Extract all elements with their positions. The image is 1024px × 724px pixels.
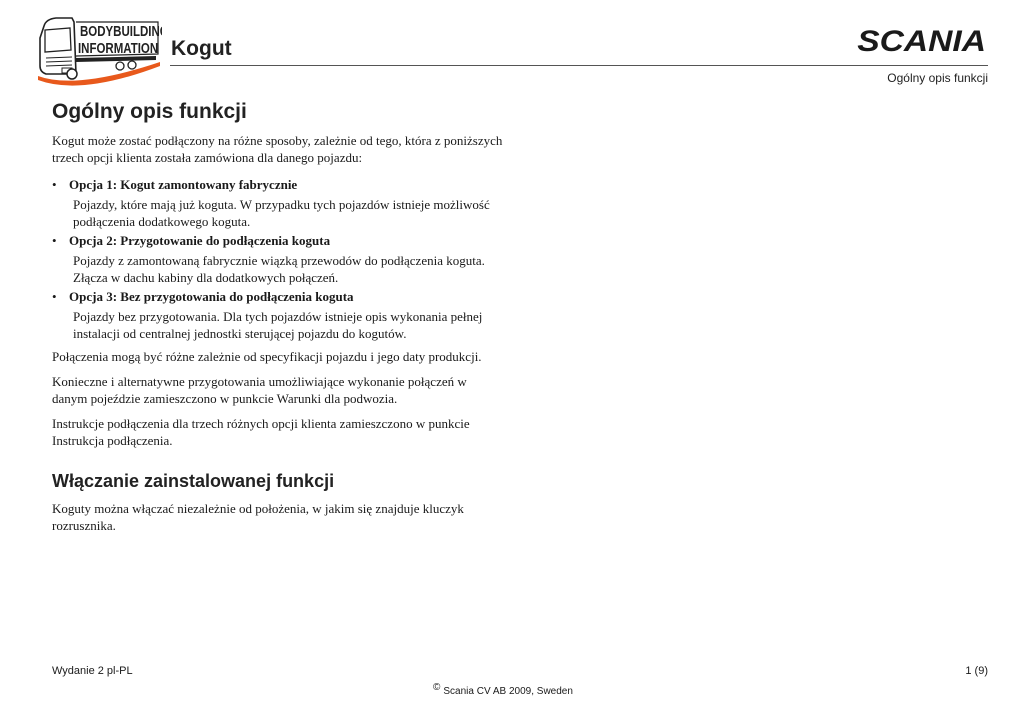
svg-text:INFORMATION: INFORMATION: [78, 39, 159, 57]
bodybuilding-information-logo: [36, 16, 162, 90]
intro-paragraph: Kogut może zostać podłączony na różne sposoby, zależnie od tego, która z poniższych trzech opcji klienta została zamówiona dla danego pojazdu:: [52, 133, 503, 165]
bullet-icon: •: [52, 233, 57, 248]
subsection-heading: Włączanie zainstalowanej funkcji: [52, 471, 335, 491]
alternatives-paragraph: Konieczne i alternatywne przygotowania umożliwiające wykonanie połączeń w danym pojeździe zamieszczono w punkcie Warunki dla podwozia.: [52, 374, 467, 406]
copyright-text: Scania CV AB 2009, Sweden: [443, 686, 573, 697]
options-list: [52, 176, 504, 342]
main-content: [52, 100, 504, 534]
list-item: [52, 176, 504, 230]
option-title: Opcja 1: Kogut zamontowany fabrycznie: [69, 177, 298, 192]
scania-logo: SCANIA: [857, 25, 986, 58]
list-item: [52, 288, 504, 342]
edition-label: Wydanie 2 pl-PL: [52, 665, 133, 677]
option-title: Opcja 3: Bez przygotowania do podłączenia koguta: [69, 289, 354, 304]
option-description: Pojazdy bez przygotowania. Dla tych pojazdów istnieje opis wykonania pełnej instalacji od centralnej jednostki sterującej pojazdu do kogutów.: [73, 309, 483, 341]
option-description: Pojazdy, które mają już koguta. W przypadku tych pojazdów istnieje możliwość podłączenia dodatkowego koguta.: [73, 197, 490, 229]
running-section-title: Ogólny opis funkcji: [887, 71, 988, 85]
option-description: Pojazdy z zamontowaną fabrycznie wiązką przewodów do podłączenia koguta. Złącza w dachu kabiny dla dodatkowych połączeń.: [73, 253, 485, 285]
copyright-symbol: ©: [433, 682, 441, 693]
section-heading: Ogólny opis funkcji: [52, 100, 247, 123]
list-item: [52, 232, 504, 286]
svg-text:BODYBUILDING: BODYBUILDING: [80, 22, 162, 40]
instructions-paragraph: Instrukcje podłączenia dla trzech różnych opcji klienta zamieszczono w punkcie Instrukcja podłączenia.: [52, 416, 470, 448]
header-divider: [170, 65, 988, 66]
bullet-icon: •: [52, 177, 57, 192]
option-title: Opcja 2: Przygotowanie do podłączenia koguta: [69, 233, 331, 248]
page-number: 1 (9): [965, 665, 988, 677]
switch-paragraph: Koguty można włączać niezależnie od położenia, w jakim się znajduje kluczyk rozrusznika.: [52, 501, 464, 533]
connections-paragraph: Połączenia mogą być różne zależnie od specyfikacji pojazdu i jego daty produkcji.: [52, 349, 482, 364]
copyright-notice: [433, 682, 573, 697]
truck-logo-icon: [36, 16, 162, 90]
bullet-icon: •: [52, 289, 57, 304]
document-title: Kogut: [171, 37, 232, 60]
